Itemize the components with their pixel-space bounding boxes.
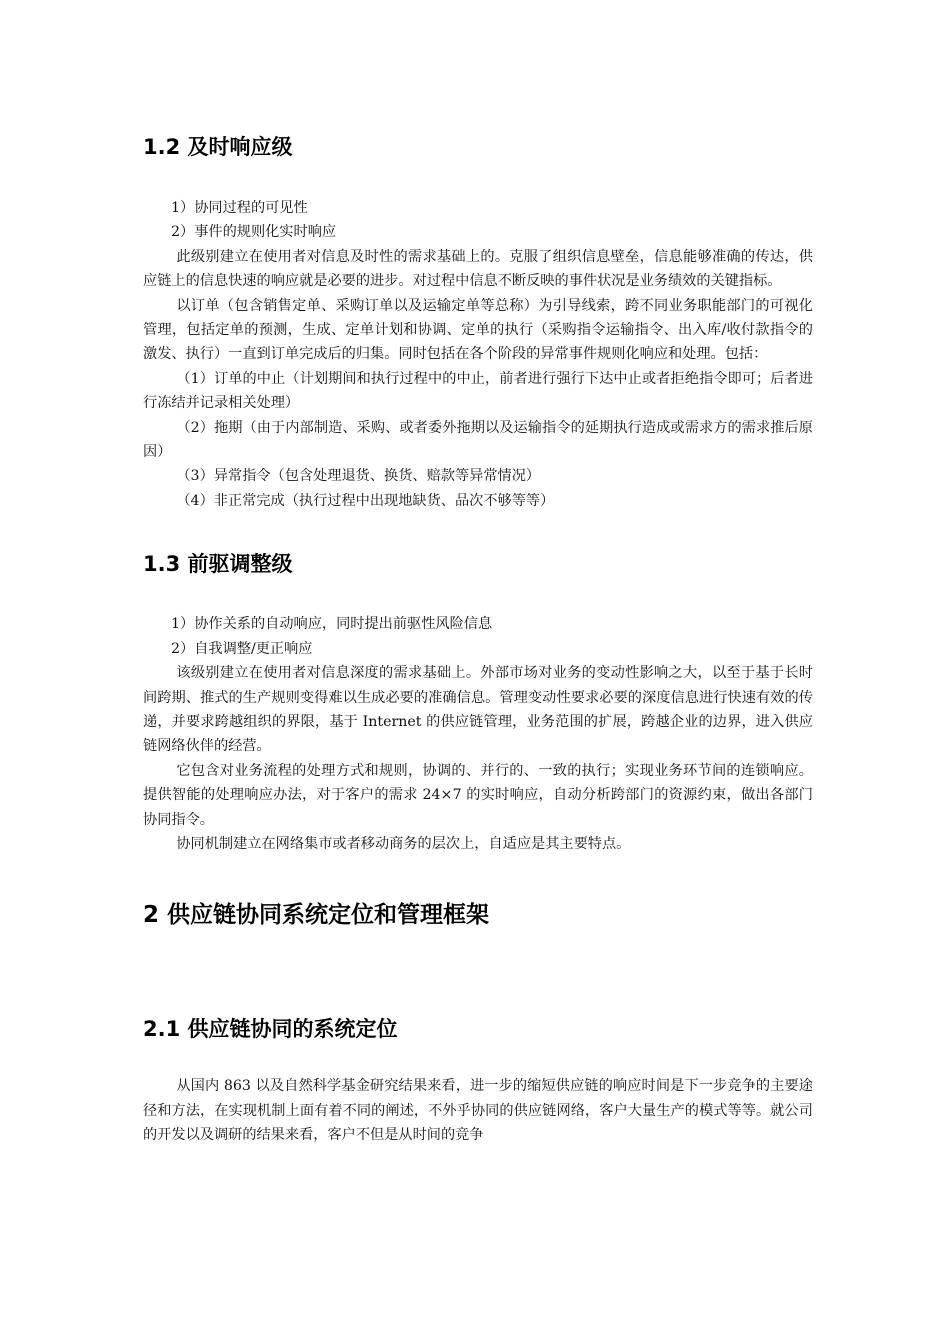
sub-list-item: （2）拖期（由于内部制造、采购、或者委外拖期以及运输指令的延期执行造成或需求方的需求推后原因） [143,419,813,461]
list-item: 2）事件的规则化实时响应 [171,224,337,241]
section-heading-1-3: 1.3 前驱调整级 [143,552,293,577]
list-item: 1）协同过程的可见性 [171,200,308,216]
chapter-heading-2: 2 供应链协同系统定位和管理框架 [143,902,490,929]
paragraph: 此级别建立在使用者对信息及时性的需求基础上的。克服了组织信息壁垒，信息能够准确的传达，供应链上的信息快速的响应就是必要的进步。对过程中信息不断反映的事件状况是业务绩效的关键指标。 [143,248,813,290]
section-heading-1-2: 1.2 及时响应级 [143,135,293,159]
paragraph: 协同机制建立在网络集市或者移动商务的层次上，自适应是其主要特点。 [176,835,631,852]
list-item: 2）自我调整/更正响应 [171,640,313,657]
paragraph: 以订单（包含销售定单、采购订单以及运输定单等总称）为引导线索，跨不同业务职能部门的可视化管理，包括定单的预测，生成、定单计划和协调、定单的执行（采购指令运输指令、出入库/收付款指令的激发、执行）一直到订单完成后的归集。同时包括在各个阶段的异常事件规则化响应和处理。包括： [143,297,813,363]
sub-list-item: （4）非正常完成（执行过程中出现地缺货、品次不够等等） [176,492,555,509]
paragraph: 该级别建立在使用者对信息深度的需求基础上。外部市场对业务的变动性影响之大，以至于基于长时间跨期、推式的生产规则变得难以生成必要的准确信息。管理变动性要求必要的深度信息进行快速有效的传递，并要求跨越组织的界限，基于 Internet 的供应链管理，业务范围的扩展，跨越企业的边界，进入供应链网络伙伴的经营。 [143,665,813,755]
sub-list-item: （3）异常指令（包含处理退货、换货、赔款等异常情况） [176,468,541,485]
list-item: 1）协作关系的自动响应，同时提出前驱性风险信息 [171,616,493,633]
sub-list-item: （1）订单的中止（计划期间和执行过程中的中止，前者进行强行下达中止或者拒绝指令即可；后者进行冻结并记录相关处理） [143,370,813,412]
section-heading-2-1: 2.1 供应链协同的系统定位 [143,1017,398,1042]
paragraph: 从国内 863 以及自然科学基金研究结果来看，进一步的缩短供应链的响应时间是下一步竞争的主要途径和方法，在实现机制上面有着不同的阐述，不外乎协同的供应链网络，客户大量生产的模式等等。就公司的开发以及调研的结果来看，客户不但是从时间的竞争 [143,1078,813,1144]
document-body [143,132,813,1148]
paragraph: 它包含对业务流程的处理方式和规则，协调的、并行的、一致的执行；实现业务环节间的连锁响应。提供智能的处理响应办法，对于客户的需求 24×7 的实时响应，自动分析跨部门的资源约束，做出各部门协同指令。 [143,762,813,828]
